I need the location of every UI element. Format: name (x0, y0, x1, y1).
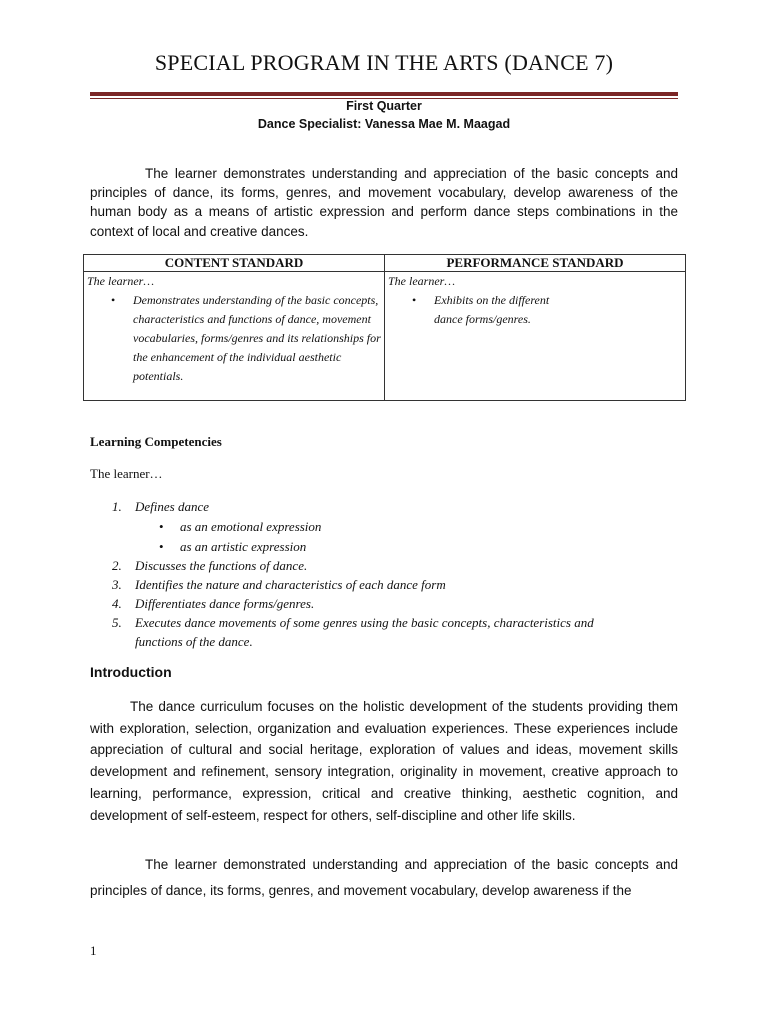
competency-number: 3. (112, 577, 122, 592)
competency-item (90, 497, 678, 516)
content-standard-header: CONTENT STANDARD (84, 255, 385, 272)
competency-sub-text: as an artistic expression (180, 539, 307, 554)
quarter-label: First Quarter (346, 99, 422, 113)
performance-standard-cell (385, 272, 686, 401)
title-rule-thick (90, 92, 678, 96)
competency-text: Discusses the functions of dance. (135, 558, 308, 573)
competency-sub-text: as an emotional expression (180, 519, 322, 534)
competency-number: 4. (112, 596, 122, 611)
specialist-label: Dance Specialist: Vanessa Mae M. Maagad (257, 117, 511, 131)
performance-standard-header: PERFORMANCE STANDARD (385, 255, 686, 272)
learning-competencies-heading: Learning Competencies (90, 434, 222, 449)
intro-paragraph-text: The learner demonstrates understanding and appreciation of the basic concepts and principles of dance, its forms, genres, and movement vocabulary, develop awareness of the human body as a means of artistic expression and perform dance steps combinations in the context of local and creative dances. (90, 166, 678, 239)
bullet-icon: • (159, 539, 164, 554)
page-number: 1 (90, 943, 97, 958)
competency-number: 5. (112, 615, 122, 630)
competency-item (90, 556, 678, 575)
competency-text: Differentiates dance forms/genres. (135, 596, 315, 611)
introduction-paragraph-2 (90, 852, 678, 904)
document-title: SPECIAL PROGRAM IN THE ARTS (DANCE 7) (154, 50, 614, 75)
competency-item (90, 575, 678, 594)
introduction-paragraph-1 (90, 696, 678, 826)
competency-text: Executes dance movements of some genres using the basic concepts, characteristics and functions of the dance. (135, 615, 594, 649)
competency-text: Defines dance (135, 499, 210, 514)
bullet-icon: • (159, 519, 164, 534)
competency-item (90, 613, 678, 651)
performance-standard-item: • Exhibits on the different dance forms/genres. (434, 291, 572, 329)
introduction-paragraph-2-text: The learner demonstrated understanding and appreciation of the basic concepts and principles of dance, its forms, genres, and movement vocabulary, develop awareness if the (90, 857, 678, 898)
competency-sub-item (90, 517, 678, 536)
content-standard-cell (84, 272, 385, 401)
competency-number: 2. (112, 558, 122, 573)
learning-competencies-lead: The learner… (90, 466, 163, 481)
introduction-paragraph-1-text: The dance curriculum focuses on the holistic development of the students providing them with exploration, selection, organization and evaluation experiences. These experiences include appreciation of cultural and social heritage, exploration of values and ideas, movement skills development and refinement, sensory integration, originality in movement, creative approach to learning, performance, expression, critical and creative thinking, aesthetic cognition, and development of self-esteem, respect for others, self-discipline and other life skills. (90, 699, 678, 823)
competency-sub-item (90, 537, 678, 556)
competency-list (90, 497, 678, 651)
content-standard-lead: The learner… (87, 274, 154, 288)
standards-table (83, 254, 686, 401)
content-standard-item: • Demonstrates understanding of the basic concepts, characteristics and functions of dance, movement vocabularies, forms/genres and its relationships for the enhancement of the individual aesthetic potentials. (133, 291, 381, 386)
competency-number: 1. (112, 499, 122, 514)
introduction-heading: Introduction (90, 664, 172, 680)
intro-paragraph (90, 164, 678, 241)
competency-item (90, 594, 678, 613)
competency-text: Identifies the nature and characteristics of each dance form (135, 577, 446, 592)
performance-standard-lead: The learner… (388, 274, 455, 288)
